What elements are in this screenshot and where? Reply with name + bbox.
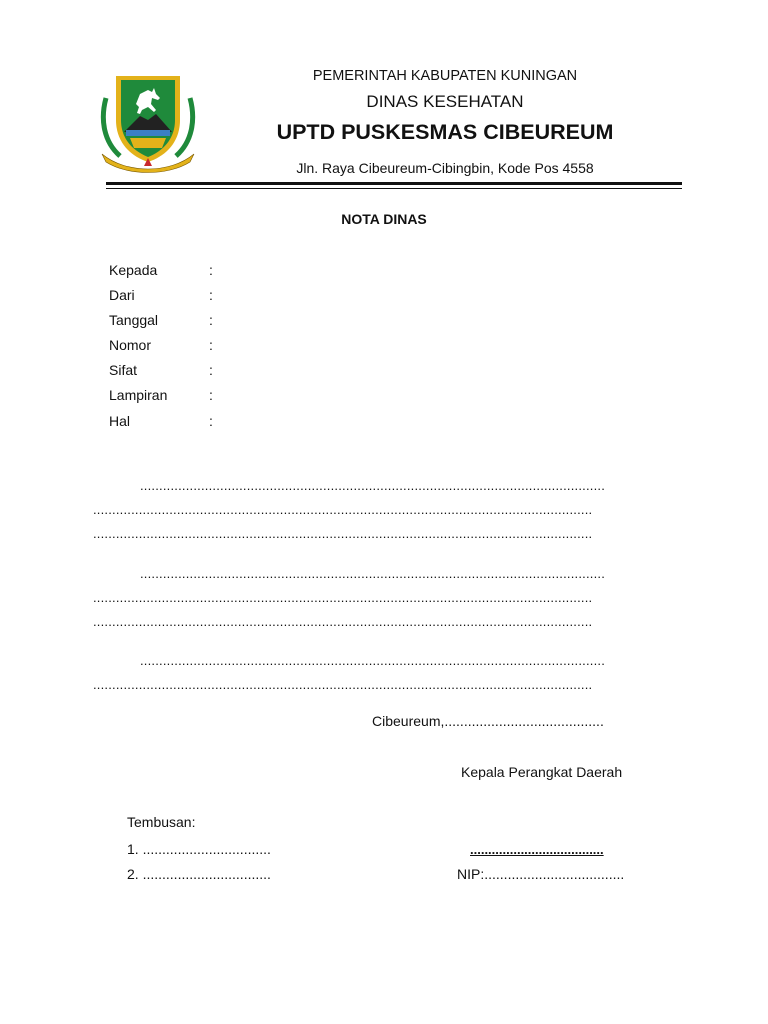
field-label-kepada: Kepada [109,262,158,278]
field-separator: : [209,362,213,378]
tembusan-label: Tembusan: [127,814,196,830]
body-line: .......................................................................................................................... [140,653,606,668]
body-line: .......................................................................................................................... [140,478,606,493]
header-divider-thick [106,182,682,185]
signatory-position: Kepala Perangkat Daerah [461,764,623,780]
institution-name: UPTD PUSKESMAS CIBEUREUM [276,120,614,144]
agency-name: DINAS KESEHATAN [366,92,524,111]
field-separator: : [209,337,213,353]
body-line: ................................................................................................................................... [93,502,593,517]
field-label-hal: Hal [109,413,131,429]
body-line: ................................................................................................................................... [93,526,593,541]
body-line: .......................................................................................................................... [140,566,606,581]
kuningan-emblem-icon [96,70,200,174]
field-separator: : [209,312,213,328]
field-label-lampiran: Lampiran [109,387,168,403]
body-line: ................................................................................................................................... [93,590,593,605]
field-separator: : [209,413,213,429]
tembusan-item: 2. ................................. [127,866,271,882]
signatory-name: ..................................... [470,842,604,857]
signatory-nip: NIP:.................................... [457,866,625,882]
field-separator: : [209,262,213,278]
place-date: Cibeureum,......................................... [372,713,604,729]
field-label-tanggal: Tanggal [109,312,159,328]
document-title: NOTA DINAS [341,211,427,227]
institution-address: Jln. Raya Cibeureum-Cibingbin, Kode Pos 4558 [296,160,594,176]
body-line: ................................................................................................................................... [93,677,593,692]
field-label-nomor: Nomor [109,337,152,353]
field-label-dari: Dari [109,287,135,303]
tembusan-item: 1. ................................. [127,841,271,857]
field-separator: : [209,287,213,303]
field-label-sifat: Sifat [109,362,138,378]
header-divider-thin [106,188,682,189]
body-line: ................................................................................................................................... [93,614,593,629]
field-separator: : [209,387,213,403]
government-name: PEMERINTAH KABUPATEN KUNINGAN [312,68,578,84]
